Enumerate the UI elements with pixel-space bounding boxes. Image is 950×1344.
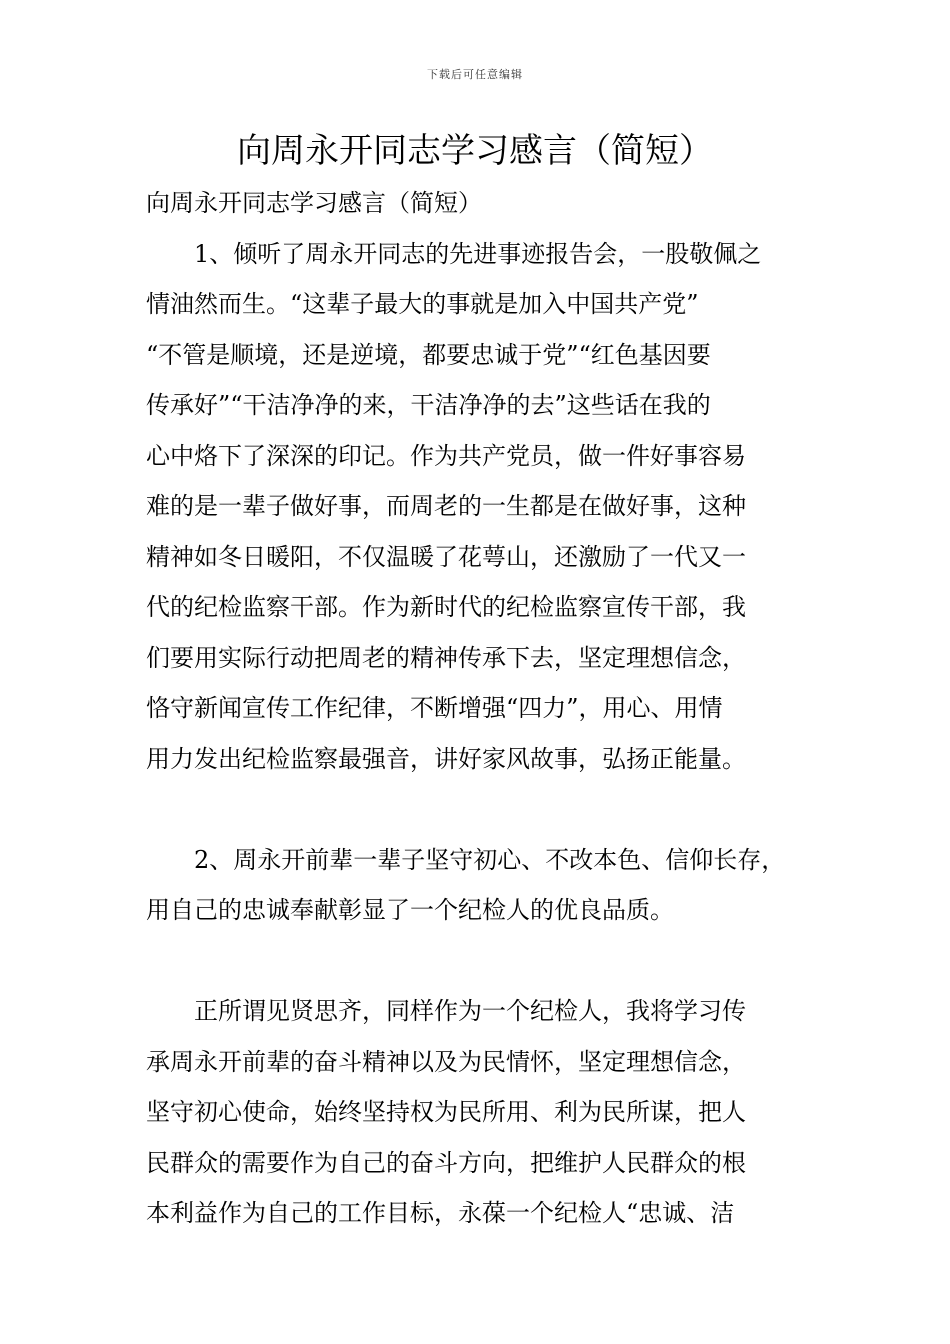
paragraph-line: 1、倾听了周永开同志的先进事迹报告会，一股敬佩之 (194, 239, 762, 268)
header-note: 下载后可任意编辑 (427, 68, 523, 81)
paragraph-line: 们要用实际行动把周老的精神传承下去，坚定理想信念， (146, 643, 746, 672)
paragraph-line: 用自己的忠诚奉献彰显了一个纪检人的优良品质。 (146, 896, 674, 924)
paragraph-line: 难的是一辈子做好事，而周老的一生都是在做好事，这种 (146, 492, 746, 520)
document-body (146, 178, 808, 1239)
paragraph-line: 恪守新闻宣传工作纪律，不断增强“四力”，用心、用情 (146, 694, 723, 722)
paragraph-line: 代的纪检监察干部。作为新时代的纪检监察宣传干部，我 (146, 593, 746, 621)
paragraph-line: 正所谓见贤思齐，同样作为一个纪检人，我将学习传 (194, 997, 746, 1025)
paragraph-spacer (146, 784, 808, 835)
paragraph-spacer (146, 936, 808, 987)
paragraph-line: 坚守初心使命，始终坚持权为民所用、利为民所谋，把人 (146, 1098, 746, 1126)
paragraph-1 (146, 229, 808, 785)
paragraph-line: 情油然而生。“这辈子最大的事就是加入中国共产党” (146, 290, 699, 318)
paragraph-line: 民群众的需要作为自己的奋斗方向，把维护人民群众的根 (146, 1148, 746, 1177)
paragraph-line: 心中烙下了深深的印记。作为共产党员，做一件好事容易 (146, 441, 746, 470)
paragraph-line: 精神如冬日暖阳，不仅温暖了花萼山，还激励了一代又一 (146, 542, 746, 571)
paragraph-line: 本利益作为自己的工作目标，永葆一个纪检人“忠诚、洁 (146, 1199, 735, 1227)
paragraph-3 (146, 986, 808, 1239)
document-subtitle: 向周永开同志学习感言（简短） (146, 189, 482, 217)
paragraph-line: 2、周永开前辈一辈子坚守初心、不改本色、信仰长存， (194, 845, 786, 874)
paragraph-line: 承周永开前辈的奋斗精神以及为民情怀，坚定理想信念， (146, 1047, 746, 1076)
paragraph-line: 传承好”“干洁净净的来，干洁净净的去”这些话在我的 (146, 391, 711, 419)
paragraph-2 (146, 835, 808, 936)
paragraph-line: “不管是顺境，还是逆境，都要忠诚于党”“红色基因要 (146, 340, 711, 369)
document-title: 向周永开同志学习感言（简短） (237, 131, 713, 171)
paragraph-line: 用力发出纪检监察最强音，讲好家风故事，弘扬正能量。 (146, 744, 746, 773)
